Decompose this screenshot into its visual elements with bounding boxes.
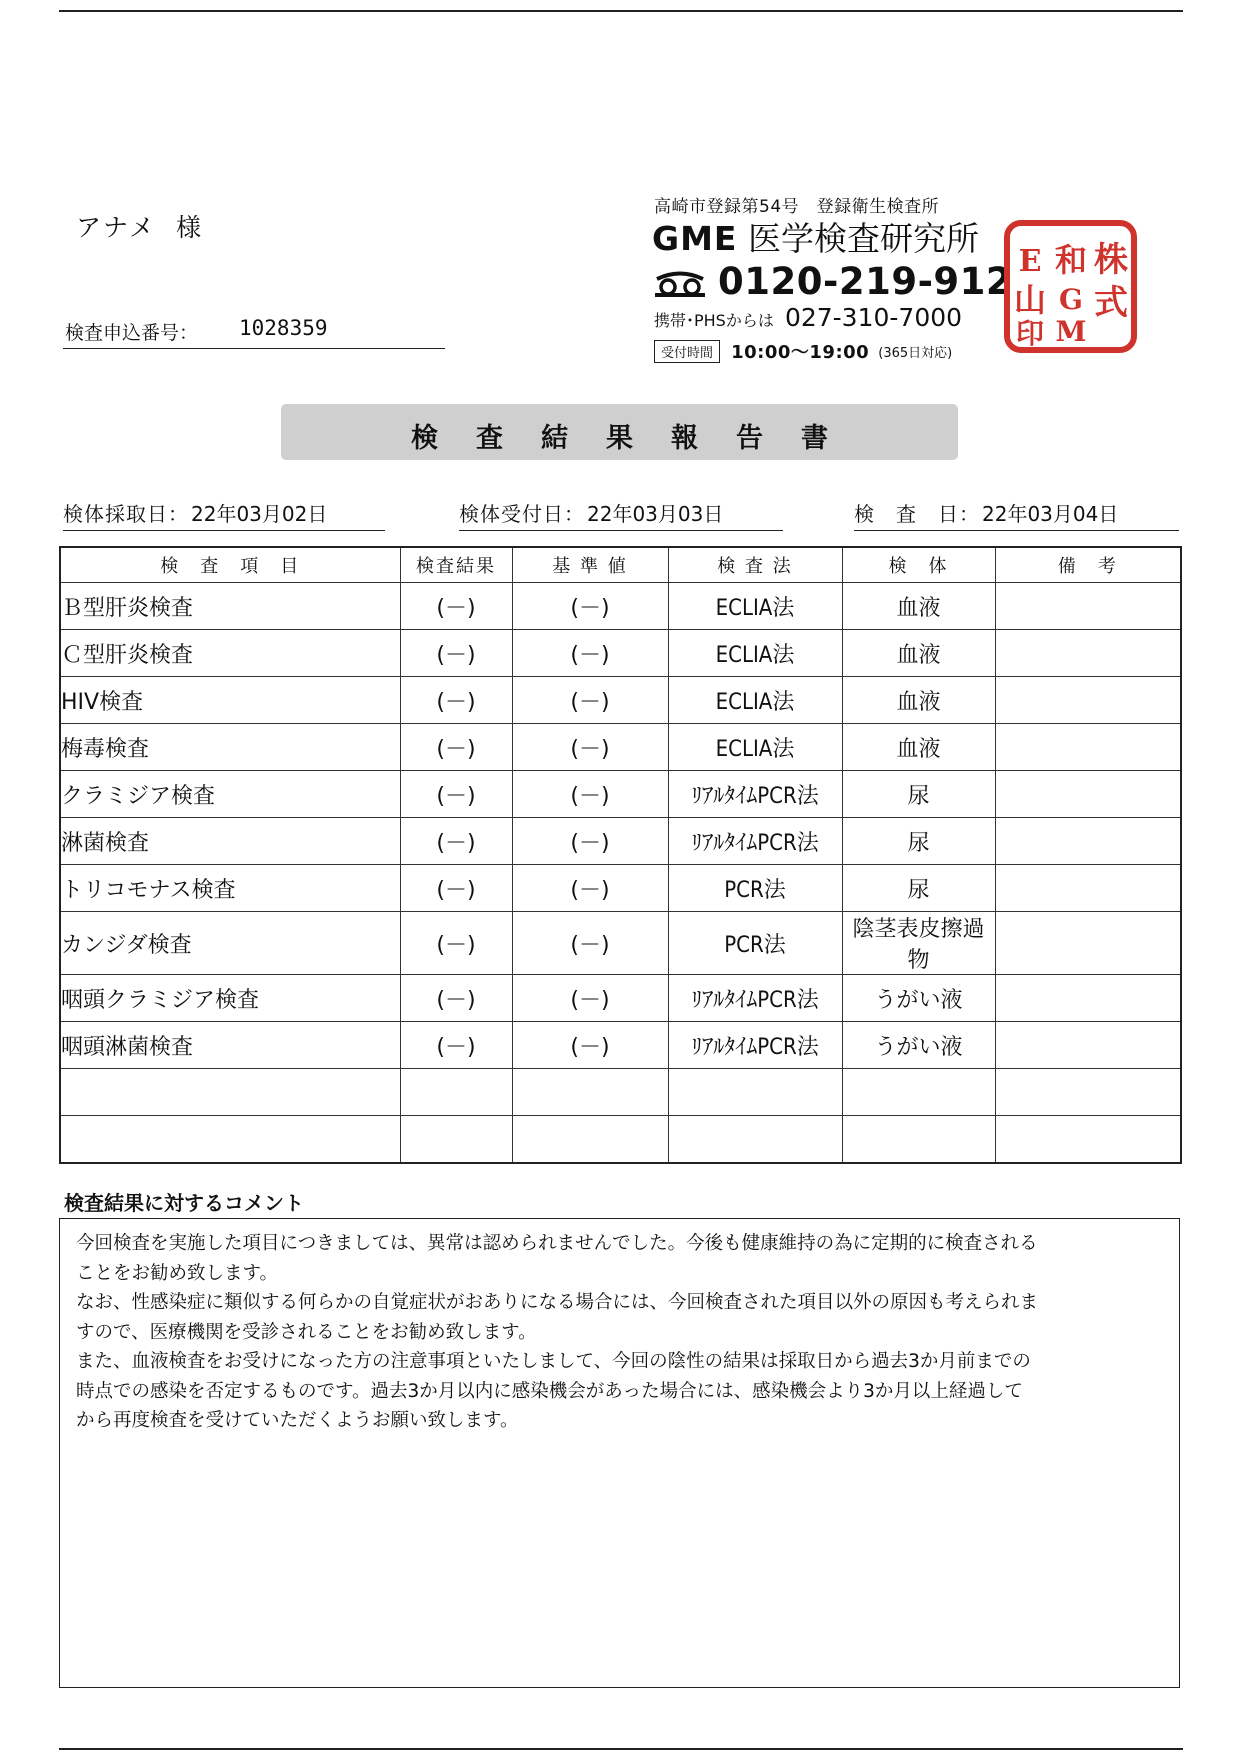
lab-name <box>652 219 979 259</box>
cell-result: (－) <box>400 771 512 818</box>
cell-note <box>995 912 1181 975</box>
cell-reference: (－) <box>512 818 668 865</box>
cell-note <box>995 975 1181 1022</box>
comment-line: ことをお勧め致します。 <box>76 1262 279 1284</box>
lab-mobile-number: 027-310-7000 <box>784 303 963 332</box>
bottom-rule <box>59 1748 1183 1750</box>
lab-mobile <box>654 303 962 332</box>
results-header-row <box>60 547 1181 583</box>
svg-text:G: G <box>1059 283 1083 316</box>
cell-reference: (－) <box>512 1022 668 1069</box>
comment-line: 時点での感染を否定するものです。過去3か月以内に感染機会があった場合には、感染機会より3か月以上経過して <box>76 1380 1023 1402</box>
table-row <box>60 818 1181 865</box>
collected-date-value: 22年03月02日 <box>191 502 328 526</box>
cell-note <box>995 677 1181 724</box>
results-body <box>60 583 1181 1164</box>
comment-line: なお、性感染症に類似する何らかの自覚症状がおありになる場合には、今回検査された項目以外の原因も考えられま <box>76 1292 1039 1313</box>
cell-specimen: うがい液 <box>842 1022 995 1069</box>
comment-line: 今回検査を実施した項目につきましては、異常は認められませんでした。今後も健康維持の為に定期的に検査される <box>76 1233 1038 1254</box>
cell-note <box>995 1116 1181 1164</box>
application-number-value: 1028359 <box>239 316 328 340</box>
table-row <box>60 677 1181 724</box>
cell-result: (－) <box>400 630 512 677</box>
cell-reference: (－) <box>512 771 668 818</box>
cell-item: Ｃ型肝炎検査 <box>60 630 400 677</box>
cell-result: (－) <box>400 677 512 724</box>
cell-result: (－) <box>400 724 512 771</box>
cell-specimen: 尿 <box>842 771 995 818</box>
cell-method <box>668 1116 842 1164</box>
patient-name: アナメ <box>76 213 157 242</box>
table-row <box>60 865 1181 912</box>
table-row <box>60 1069 1181 1116</box>
svg-text:E: E <box>1018 244 1042 279</box>
comment-text <box>76 1229 1165 1436</box>
header-note: 備 考 <box>995 547 1181 583</box>
lab-name-brand: GME <box>652 219 738 258</box>
cell-reference: (－) <box>512 583 668 630</box>
cell-specimen: 尿 <box>842 865 995 912</box>
application-number-field <box>63 318 445 349</box>
svg-text:和: 和 <box>1054 241 1088 279</box>
cell-note <box>995 1022 1181 1069</box>
header-result: 検査結果 <box>400 547 512 583</box>
header-item: 検 査 項 目 <box>60 547 400 583</box>
svg-text:式: 式 <box>1094 283 1128 323</box>
cell-result: (－) <box>400 912 512 975</box>
cell-method: ﾘｱﾙﾀｲﾑPCR法 <box>668 1022 842 1069</box>
lab-hours-time: 10:00～19:00 <box>731 342 870 363</box>
cell-method <box>668 1069 842 1116</box>
cell-specimen <box>842 1116 995 1164</box>
svg-text:株: 株 <box>1094 240 1128 280</box>
lab-hours-label: 受付時間 <box>654 340 720 363</box>
table-row <box>60 771 1181 818</box>
test-date-field <box>854 498 1179 531</box>
cell-item: 梅毒検査 <box>60 724 400 771</box>
lab-name-rest: 医学検査研究所 <box>747 219 979 258</box>
cell-item: Ｂ型肝炎検査 <box>60 583 400 630</box>
cell-specimen: 陰茎表皮擦過物 <box>842 912 995 975</box>
cell-item: 咽頭淋菌検査 <box>60 1022 400 1069</box>
cell-reference <box>512 1069 668 1116</box>
table-row <box>60 630 1181 677</box>
cell-item: トリコモナス検査 <box>60 865 400 912</box>
cell-note <box>995 583 1181 630</box>
cell-result: (－) <box>400 818 512 865</box>
cell-note <box>995 771 1181 818</box>
test-date-value: 22年03月04日 <box>982 502 1119 526</box>
lab-freedial-number: 0120-219-912 <box>718 260 1013 303</box>
collected-date-field <box>63 498 385 531</box>
report-title: 検査結果報告書 <box>411 423 866 454</box>
cell-result <box>400 1069 512 1116</box>
results-table <box>59 546 1182 1164</box>
cell-reference: (－) <box>512 724 668 771</box>
collected-date-label: 検体採取日： <box>63 502 189 526</box>
cell-specimen: 血液 <box>842 677 995 724</box>
cell-method: PCR法 <box>668 912 842 975</box>
table-row <box>60 912 1181 975</box>
company-seal-stamp <box>1003 219 1138 354</box>
svg-text:印: 印 <box>1015 317 1045 350</box>
cell-method: PCR法 <box>668 865 842 912</box>
cell-note <box>995 630 1181 677</box>
lab-registration: 高崎市登録第54号 登録衛生検査所 <box>654 197 940 217</box>
patient-name-line <box>76 208 203 244</box>
lab-hours <box>654 338 952 364</box>
cell-method: ﾘｱﾙﾀｲﾑPCR法 <box>668 818 842 865</box>
lab-hours-note: (365日対応) <box>878 345 953 361</box>
cell-reference <box>512 1116 668 1164</box>
table-row <box>60 975 1181 1022</box>
table-row <box>60 583 1181 630</box>
received-date-value: 22年03月03日 <box>587 502 724 526</box>
cell-result: (－) <box>400 975 512 1022</box>
test-date-label: 検 査 日： <box>854 502 980 526</box>
cell-item: 淋菌検査 <box>60 818 400 865</box>
cell-specimen: うがい液 <box>842 975 995 1022</box>
cell-specimen: 血液 <box>842 724 995 771</box>
table-row <box>60 1022 1181 1069</box>
cell-item: HIV検査 <box>60 677 400 724</box>
cell-specimen: 血液 <box>842 583 995 630</box>
cell-method: ECLIA法 <box>668 677 842 724</box>
cell-specimen: 尿 <box>842 818 995 865</box>
header-method: 検 査 法 <box>668 547 842 583</box>
cell-item: 咽頭クラミジア検査 <box>60 975 400 1022</box>
cell-result: (－) <box>400 865 512 912</box>
cell-note <box>995 724 1181 771</box>
svg-text:M: M <box>1055 315 1087 348</box>
svg-text:山: 山 <box>1013 281 1047 319</box>
comment-line: また、血液検査をお受けになった方の注意事項といたしまして、今回の陰性の結果は採取日から過去3か月前までの <box>76 1351 1031 1372</box>
cell-reference: (－) <box>512 865 668 912</box>
cell-result: (－) <box>400 583 512 630</box>
cell-method: ECLIA法 <box>668 630 842 677</box>
freedial-icon <box>654 270 706 298</box>
comment-box <box>59 1218 1180 1688</box>
cell-note <box>995 1069 1181 1116</box>
cell-method: ﾘｱﾙﾀｲﾑPCR法 <box>668 771 842 818</box>
comment-heading: 検査結果に対するコメント <box>64 1191 304 1215</box>
cell-result: (－) <box>400 1022 512 1069</box>
cell-result <box>400 1116 512 1164</box>
patient-honorific: 様 <box>175 213 203 242</box>
cell-reference: (－) <box>512 677 668 724</box>
application-number-label: 検査申込番号： <box>65 322 199 344</box>
cell-item <box>60 1116 400 1164</box>
comment-line: すので、医療機関を受診されることをお勧め致します。 <box>76 1321 537 1343</box>
cell-item <box>60 1069 400 1116</box>
header-specimen: 検 体 <box>842 547 995 583</box>
comment-line: から再度検査を受けていただくようお願い致します。 <box>76 1410 519 1431</box>
cell-specimen: 血液 <box>842 630 995 677</box>
table-row <box>60 724 1181 771</box>
cell-method: ECLIA法 <box>668 724 842 771</box>
cell-item: クラミジア検査 <box>60 771 400 818</box>
table-row <box>60 1116 1181 1164</box>
header-reference: 基 準 値 <box>512 547 668 583</box>
cell-item: カンジダ検査 <box>60 912 400 975</box>
cell-note <box>995 865 1181 912</box>
cell-reference: (－) <box>512 912 668 975</box>
received-date-label: 検体受付日： <box>459 502 585 526</box>
cell-method: ﾘｱﾙﾀｲﾑPCR法 <box>668 975 842 1022</box>
lab-mobile-label: 携帯･PHSからは <box>654 311 774 330</box>
report-title-band <box>281 404 958 460</box>
cell-note <box>995 818 1181 865</box>
received-date-field <box>459 498 783 531</box>
cell-reference: (－) <box>512 630 668 677</box>
cell-specimen <box>842 1069 995 1116</box>
cell-reference: (－) <box>512 975 668 1022</box>
top-rule <box>59 10 1183 12</box>
cell-method: ECLIA法 <box>668 583 842 630</box>
